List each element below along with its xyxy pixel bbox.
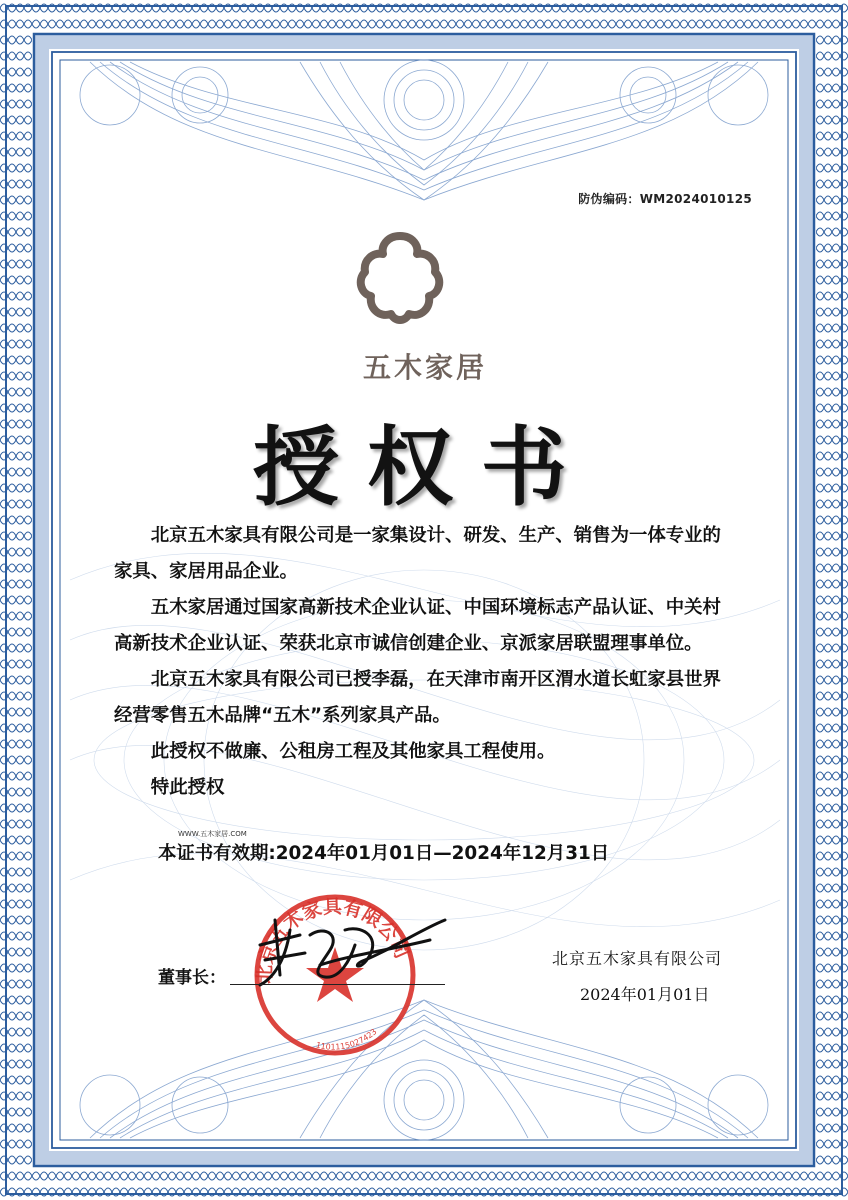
paragraph-closing: 特此授权 [150, 777, 225, 798]
handwritten-signature [230, 905, 460, 990]
signature-line [230, 984, 445, 985]
certificate-title: 授权书 [253, 417, 595, 518]
seal-text: 北京五木家具有限公司 [253, 895, 413, 985]
seal-code: 1101115027423 [314, 1027, 379, 1052]
brand-name: 五木家居 [362, 351, 487, 384]
certificate-body [114, 518, 736, 806]
paragraph-restriction: 此授权不做廉、公租房工程及其他家具工程使用。 [150, 741, 556, 762]
cloud-quatrefoil-logo-icon [355, 228, 445, 328]
chairman-label: 董事长： [158, 968, 226, 988]
anti-counterfeit-code: 防伪编码：WM2024010125 [578, 192, 752, 206]
website-text: WWW.五木家居.COM [178, 830, 247, 838]
issue-date: 2024年01月01日 [580, 985, 710, 1004]
paragraph-certifications: 五木家居通过国家高新技术企业认证、中国环境标志产品认证、中关村高新技术企业认证、荣获北京市诚信创建企业、京派家居联盟理事单位。 [114, 597, 721, 654]
paragraph-authorization: 北京五木家具有限公司已授李磊，在天津市南开区渭水道长虹家县世界经营零售五木品牌“五木”系列家具产品。 [114, 669, 721, 726]
validity-period: 本证书有效期:2024年01月01日—2024年12月31日 [158, 843, 610, 864]
paragraph-intro: 北京五木家具有限公司是一家集设计、研发、生产、销售为一体专业的家具、家居用品企业。 [114, 525, 721, 582]
issuer-company: 北京五木家具有限公司 [552, 949, 723, 968]
